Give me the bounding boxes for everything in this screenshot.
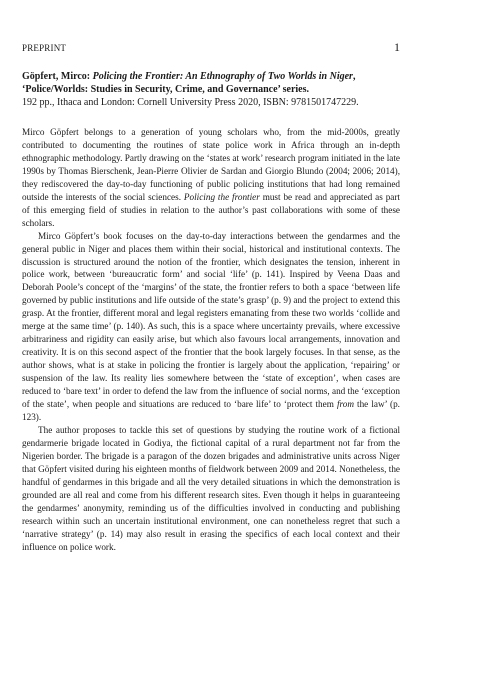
paragraph-2-emphasis: from <box>336 399 354 410</box>
paragraph-1-text-b: must be read and appreciated as part of this emerging field of studies in relation to the author’s past collaborations with some of these scholars. <box>22 191 400 228</box>
page-number: 1 <box>394 40 400 54</box>
paragraph-1-text-a: Mirco Göpfert belongs to a generation of young scholars who, from the mid-2000s, greatly contributed to documenting the routines of state police work in Africa through an in-depth ethnographic methodology. Partly drawing on the ‘states at work’ research program initiated in the late 1990s by Thomas Bierschenk, Jean-Pierre Olivier de Sardan and Giorgio Blundo (2004; 2006; 2014), they rediscovered the day-to-day functioning of public policing institutions that had long remained outside the interests of the social sciences. <box>22 127 400 202</box>
book-reference <box>22 70 400 109</box>
review-body <box>22 126 400 553</box>
paragraph-1 <box>22 126 400 230</box>
book-publication: 192 pp., Ithaca and London: Cornell University Press 2020, ISBN: 9781501747229. <box>22 97 359 108</box>
paragraph-1-emphasis: Policing the frontier <box>183 191 260 202</box>
page-header <box>22 40 400 55</box>
paragraph-2-text-a: Mirco Göpfert’s book focuses on the day-to-day interactions between the gendarmes and the general public in Niger and places them within their social, historical and institutional contexts. The discussion is structured around the notion of the frontier, which designates the tension, inherent in police work, between ‘bureaucratic form’ and social ‘life’ (p. 141). Inspired by Veena Daas and Deborah Poole’s concept of the ‘margins’ of the state, the frontier refers to both a space ‘between life governed by public institutions and life outside of the state’s grasp’ (p. 9) and the project to extend this grasp. At the frontier, different moral and legal registers emanating from these two worlds ‘collide and merge at the same time’ (p. 140). As such, this is a space where uncertainty prevails, where excessive arbitrariness and rigidity can easily arise, but which also favours local arrangements, innovation and creativity. It is on this second aspect of the frontier that the book largely focuses. In that sense, as the author shows, what is at stake in policing the frontier is largely about the application, ‘repairing’ or suspension of the law. Its reality lies somewhere between the ‘state of exception’, when cases are reduced to ‘bare text’ in order to defend the law from the influence of social norms, and the ‘exception of the state’, when people and situations are reduced to ‘bare life’ to ‘protect them <box>22 230 400 410</box>
book-title: Policing the Frontier: An Ethnography of Two Worlds in Niger <box>92 71 353 82</box>
book-author: Göpfert, Mirco: <box>22 71 93 82</box>
book-series: , ‘Police/Worlds: Studies in Security, Crime, and Governance’ series. <box>22 71 356 95</box>
paragraph-3: The author proposes to tackle this set of questions by studying the routine work of a fictional gendarmerie brigade located in Godiya, the fictional capital of a rural department not far from the Nigerien border. The brigade is a paragon of the dozen brigades and administrative units across Niger that Göpfert visited during his eighteen months of fieldwork between 2009 and 2014. Nonetheless, the handful of gendarmes in this brigade and all the very detailed situations in which the demonstration is grounded are all real and come from his different research sites. Even though it helps in guaranteeing the gendarmes’ anonymity, reminding us of the difficulties involved in conducting and publishing research within such an uncertain institutional environment, one can nonetheless regret that such a ‘narrative strategy’ (p. 14) may also result in erasing the specifics of each local context and their influence on police work. <box>22 424 400 552</box>
paragraph-2 <box>22 230 400 424</box>
paragraph-2-text-b: the law’ (p. 123). <box>22 399 400 422</box>
preprint-label: PREPRINT <box>22 43 67 53</box>
